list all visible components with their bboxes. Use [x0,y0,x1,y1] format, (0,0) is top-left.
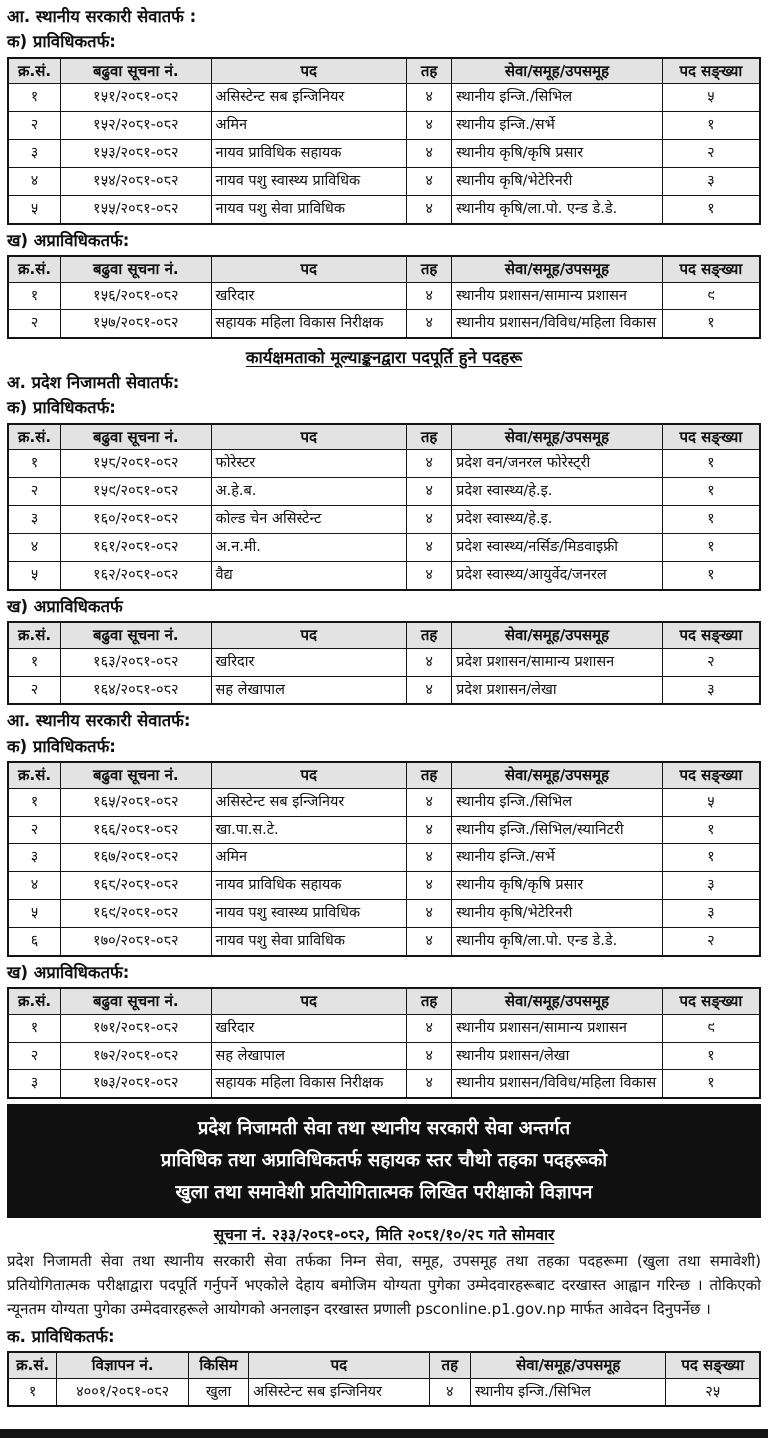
column-header: किसिम [188,1352,248,1378]
advertisement-table-technical [7,1351,761,1408]
table-row [8,534,760,562]
table-cell: खुला [188,1378,248,1406]
column-header: विज्ञापन नं. [57,1352,189,1378]
table-cell: नायव प्राविधिक सहायक [211,139,407,167]
table-cell: १ [662,310,760,338]
table-cell: प्रदेश प्रशासन/लेखा [452,676,663,704]
column-header: पद सङ्ख्या [662,988,760,1014]
column-header: पद [211,622,407,648]
table-cell: २ [8,1042,61,1070]
table-cell: १ [8,84,61,112]
column-header: पद [211,58,407,84]
table-row [8,648,760,676]
table-row [8,927,760,955]
column-header: पद सङ्ख्या [662,424,760,450]
table-cell: ३ [662,900,760,928]
column-header: तह [407,424,452,450]
performance-table-local-technical [7,761,761,957]
column-header: तह [407,622,452,648]
table-header-row [8,256,760,282]
table-cell: ४ [407,282,452,310]
table-cell: ४ [8,167,61,195]
column-header: तह [407,988,452,1014]
table-cell: १ [8,1378,57,1406]
table-cell: स्थानीय प्रशासन/सामान्य प्रशासन [452,282,663,310]
column-header: बढुवा सूचना नं. [61,424,211,450]
table-cell: ४ [407,478,452,506]
table-cell: नायव पशु सेवा प्राविधिक [211,927,407,955]
table-row [8,84,760,112]
table-cell: १६२/२०८१-०८२ [61,561,211,589]
column-header: पद [211,988,407,1014]
column-header: बढुवा सूचना नं. [61,762,211,788]
table-cell: १ [662,112,760,140]
banner-line-1: प्रदेश निजामती सेवा तथा स्थानीय सरकारी सेवा अन्तर्गत [197,1118,571,1140]
column-header: पद सङ्ख्या [662,762,760,788]
column-header: सेवा/समूह/उपसमूह [452,622,663,648]
table-row [8,195,760,223]
table-cell: ५ [8,195,61,223]
table-cell: १ [662,506,760,534]
table-cell: १६३/२०८१-०८२ [61,648,211,676]
table-cell: ५ [662,84,760,112]
table-cell: ४ [407,195,452,223]
table-cell: १७३/२०८१-०८२ [61,1070,211,1098]
table-cell: ९ [662,1014,760,1042]
table-cell: ४ [407,167,452,195]
heading-province-service: अ. प्रदेश निजामती सेवातर्फ: [7,373,180,393]
table-cell: १ [662,534,760,562]
table-cell: १ [8,450,61,478]
column-header: क्र.सं. [8,256,61,282]
table-cell: १ [662,1042,760,1070]
column-header: तह [407,256,452,282]
table-cell: प्रदेश स्वास्थ्य/नर्सिङ/मिडवाइफ्री [452,534,663,562]
table-cell: ५ [8,561,61,589]
table-cell: ३ [8,844,61,872]
table-row [8,1378,760,1406]
table-cell: प्रदेश स्वास्थ्य/हे.इ. [452,506,663,534]
column-header: क्र.सं. [8,424,61,450]
banner-line-2: प्राविधिक तथा अप्राविधिकतर्फ सहायक स्तर चौथो तहका पदहरूको [160,1150,608,1172]
column-header: क्र.सं. [8,762,61,788]
table-cell: अमिन [211,112,407,140]
column-header: पद सङ्ख्या [662,256,760,282]
table-cell: प्रदेश वन/जनरल फोरेस्ट्री [452,450,663,478]
table-cell: अ.हे.ब. [211,478,407,506]
table-cell: ४ [407,788,452,816]
table-cell: स्थानीय प्रशासन/विविध/महिला विकास [452,310,663,338]
table-cell: २ [8,112,61,140]
table-row [8,676,760,704]
table-cell: ४ [407,816,452,844]
performance-table-province-technical [7,423,761,591]
promotion-table-local-technical [7,57,761,225]
table-cell: सह लेखापाल [211,1042,407,1070]
table-cell: सहायक महिला विकास निरीक्षक [211,310,407,338]
table-cell: १५३/२०८१-०८२ [61,139,211,167]
table-row [8,1042,760,1070]
heading-local-govt-service-2: आ. स्थानीय सरकारी सेवातर्फ: [7,711,191,731]
heading-technical-3: क) प्राविधिकतर्फ: [7,736,116,756]
table-cell: स्थानीय इन्जि./सर्भे [452,844,663,872]
column-header: सेवा/समूह/उपसमूह [452,424,663,450]
column-header: पद सङ्ख्या [662,58,760,84]
table-cell: ३ [8,1070,61,1098]
table-cell: २ [662,927,760,955]
column-header: पद [249,1352,429,1378]
table-row [8,310,760,338]
table-cell: ४ [407,927,452,955]
table-cell: नायव पशु स्वास्थ्य प्राविधिक [211,900,407,928]
table-cell: १६१/२०८१-०८२ [61,534,211,562]
table-cell: नायव प्राविधिक सहायक [211,872,407,900]
table-cell: १७१/२०८१-०८२ [61,1014,211,1042]
table-cell: १ [8,1014,61,1042]
table-row [8,844,760,872]
performance-table-local-nontechnical [7,987,761,1099]
table-cell: ४ [407,872,452,900]
column-header: सेवा/समूह/उपसमूह [470,1352,666,1378]
table-cell: स्थानीय कृषि/ला.पो. एन्ड डे.डे. [452,195,663,223]
heading-local-govt-service: आ. स्थानीय सरकारी सेवातर्फ : [7,7,197,26]
table-cell: २ [662,648,760,676]
table-cell: स्थानीय कृषि/भेटेरिनरी [452,167,663,195]
column-header: सेवा/समूह/उपसमूह [452,988,663,1014]
table-cell: प्रदेश स्वास्थ्य/आयुर्वेद/जनरल [452,561,663,589]
table-cell: ६ [8,927,61,955]
heading-nontechnical-2: ख) अप्राविधिकतर्फ [7,596,123,616]
table-header-row [8,1352,760,1378]
table-row [8,872,760,900]
promotion-table-local-nontechnical [7,255,761,339]
table-cell: कोल्ड चेन असिस्टेन्ट [211,506,407,534]
table-cell: २ [8,310,61,338]
column-header: तह [407,762,452,788]
table-row [8,112,760,140]
table-cell: १६८/२०८१-०८२ [61,872,211,900]
table-cell: असिस्टेन्ट सब इन्जिनियर [211,788,407,816]
table-cell: वैद्य [211,561,407,589]
table-row [8,167,760,195]
table-cell: ४ [407,84,452,112]
table-cell: अमिन [211,844,407,872]
table-header-row [8,988,760,1014]
table-cell: स्थानीय प्रशासन/लेखा [452,1042,663,1070]
column-header: तह [429,1352,470,1378]
table-cell: १ [662,561,760,589]
table-cell: १६६/२०८१-०८२ [61,816,211,844]
column-header: पद [211,762,407,788]
column-header: बढुवा सूचना नं. [61,256,211,282]
table-cell: १ [662,195,760,223]
table-cell: १५४/२०८१-०८२ [61,167,211,195]
table-cell: ४ [407,1014,452,1042]
column-header: पद [211,256,407,282]
notice-number-date: सूचना नं. २३३/२०८१-०८२, मिति २०८१/१०/२८ गते सोमवार [213,1225,555,1244]
table-cell: १५९/२०८१-०८२ [61,478,211,506]
column-header: क्र.सं. [8,1352,57,1378]
bottom-black-bar [0,1429,768,1438]
column-header: बढुवा सूचना नं. [61,58,211,84]
table-cell: स्थानीय कृषि/भेटेरिनरी [452,900,663,928]
table-cell: १६९/२०८१-०८२ [61,900,211,928]
table-cell: १ [662,450,760,478]
column-header: तह [407,58,452,84]
table-cell: ४ [407,648,452,676]
column-header: सेवा/समूह/उपसमूह [452,58,663,84]
table-cell: ४ [407,1070,452,1098]
table-cell: १५८/२०८१-०८२ [61,450,211,478]
table-cell: ४ [407,1042,452,1070]
column-header: पद सङ्ख्या [662,622,760,648]
table-cell: प्रदेश स्वास्थ्य/हे.इ. [452,478,663,506]
table-cell: ४ [407,561,452,589]
table-cell: ४ [407,676,452,704]
table-cell: १७०/२०८१-०८२ [61,927,211,955]
table-cell: स्थानीय कृषि/कृषि प्रसार [452,872,663,900]
table-row [8,478,760,506]
heading-technical-2: क) प्राविधिकतर्फ: [7,398,116,418]
table-cell: २ [8,676,61,704]
table-row [8,139,760,167]
table-cell: १६०/२०८१-०८२ [61,506,211,534]
table-row [8,1014,760,1042]
table-cell: १ [662,844,760,872]
table-cell: अ.न.मी. [211,534,407,562]
table-cell: असिस्टेन्ट सब इन्जिनियर [249,1378,429,1406]
table-row [8,561,760,589]
table-cell: ५ [8,900,61,928]
table-cell: १ [662,1070,760,1098]
performance-table-province-nontechnical [7,621,761,705]
table-cell: ३ [8,506,61,534]
table-cell: नायव पशु सेवा प्राविधिक [211,195,407,223]
column-header: पद [211,424,407,450]
table-cell: ९ [662,282,760,310]
table-cell: १६५/२०८१-०८२ [61,788,211,816]
table-cell: १ [8,282,61,310]
table-cell: स्थानीय इन्जि./सर्भे [452,112,663,140]
heading-nontechnical-1: ख) अप्राविधिकतर्फ: [7,230,130,250]
heading-technical-1: क) प्राविधिकतर्फ: [7,32,116,52]
table-cell: ४ [407,112,452,140]
table-cell: १५६/२०८१-०८२ [61,282,211,310]
table-cell: १५५/२०८१-०८२ [61,195,211,223]
table-cell: १६४/२०८१-०८२ [61,676,211,704]
table-cell: ३ [662,167,760,195]
table-cell: स्थानीय इन्जि./सिभिल [452,84,663,112]
table-cell: फोरेस्टर [211,450,407,478]
column-header: क्र.सं. [8,988,61,1014]
table-cell: ४ [407,844,452,872]
application-instructions-paragraph: प्रदेश निजामती सेवा तथा स्थानीय सरकारी सेवा तर्फका निम्न सेवा, समूह, उपसमूह तथा तहका पदहरूमा (खुला तथा समावेशी) प्रतियोगितात्मक परीक्षाद्वारा पदपूर्ति गर्नुपर्ने भएकोले देहाय बमोजिम योग्यता पुगेका उम्मेदवारहरूबाट दरखास्त आह्वान गरिन्छ । तोकिएको न्यूनतम योग्यता पुगेका उम्मेदवारहरूले आयोगको अनलाइन दरखास्त प्रणाली psconline.p1.gov.np मार्फत आवेदन दिनुपर्नेछ । [7,1251,761,1319]
table-cell: २ [8,816,61,844]
table-cell: स्थानीय इन्जि./सिभिल [452,788,663,816]
advertisement-banner [7,1104,761,1217]
table-header-row [8,58,760,84]
table-cell: ४ [407,534,452,562]
table-cell: ४ [407,139,452,167]
table-cell: १६७/२०८१-०८२ [61,844,211,872]
heading-technical-4: क. प्राविधिकतर्फ: [7,1326,115,1346]
table-cell: स्थानीय प्रशासन/विविध/महिला विकास [452,1070,663,1098]
column-header: सेवा/समूह/उपसमूह [452,762,663,788]
table-cell: स्थानीय कृषि/कृषि प्रसार [452,139,663,167]
table-cell: १५७/२०८१-०८२ [61,310,211,338]
table-cell: स्थानीय इन्जि./सिभिल/स्यानिटरी [452,816,663,844]
table-cell: २ [662,139,760,167]
table-cell: स्थानीय इन्जि./सिभिल [470,1378,666,1406]
table-cell: २५ [666,1378,760,1406]
table-cell: ४ [407,450,452,478]
table-row [8,1070,760,1098]
table-cell: ४ [407,310,452,338]
table-cell: ५ [662,788,760,816]
table-cell: खरिदार [211,648,407,676]
table-cell: ४ [407,506,452,534]
table-cell: असिस्टेन्ट सब इन्जिनियर [211,84,407,112]
table-row [8,282,760,310]
table-cell: सह लेखापाल [211,676,407,704]
table-cell: १ [8,788,61,816]
table-header-row [8,622,760,648]
banner-line-3: खुला तथा समावेशी प्रतियोगितात्मक लिखित परीक्षाको विज्ञापन [175,1181,593,1203]
table-row [8,506,760,534]
table-cell: ४००१/२०८१-०८२ [57,1378,189,1406]
table-row [8,788,760,816]
table-cell: ३ [662,872,760,900]
heading-nontechnical-3: ख) अप्राविधिकतर्फ: [7,962,130,982]
table-cell: १ [662,478,760,506]
table-cell: ४ [8,872,61,900]
performance-evaluation-title: कार्यक्षमताको मूल्याङ्कनद्वारा पदपूर्ति हुने पदहरू [245,348,523,368]
table-cell: सहायक महिला विकास निरीक्षक [211,1070,407,1098]
table-row [8,816,760,844]
table-cell: ४ [8,534,61,562]
table-cell: खा.पा.स.टे. [211,816,407,844]
table-cell: खरिदार [211,1014,407,1042]
column-header: पद सङ्ख्या [666,1352,760,1378]
column-header: बढुवा सूचना नं. [61,988,211,1014]
table-row [8,450,760,478]
table-cell: खरिदार [211,282,407,310]
column-header: क्र.सं. [8,58,61,84]
table-cell: प्रदेश प्रशासन/सामान्य प्रशासन [452,648,663,676]
table-header-row [8,424,760,450]
table-cell: २ [8,478,61,506]
table-cell: १ [662,816,760,844]
table-cell: १ [8,648,61,676]
column-header: क्र.सं. [8,622,61,648]
table-cell: नायव पशु स्वास्थ्य प्राविधिक [211,167,407,195]
table-cell: ३ [8,139,61,167]
table-cell: ४ [429,1378,470,1406]
table-cell: ४ [407,900,452,928]
table-row [8,900,760,928]
table-header-row [8,762,760,788]
table-cell: स्थानीय कृषि/ला.पो. एन्ड डे.डे. [452,927,663,955]
table-cell: ३ [662,676,760,704]
table-cell: १५२/२०८१-०८२ [61,112,211,140]
column-header: बढुवा सूचना नं. [61,622,211,648]
column-header: सेवा/समूह/उपसमूह [452,256,663,282]
table-cell: १५१/२०८१-०८२ [61,84,211,112]
table-cell: स्थानीय प्रशासन/सामान्य प्रशासन [452,1014,663,1042]
table-cell: १७२/२०८१-०८२ [61,1042,211,1070]
